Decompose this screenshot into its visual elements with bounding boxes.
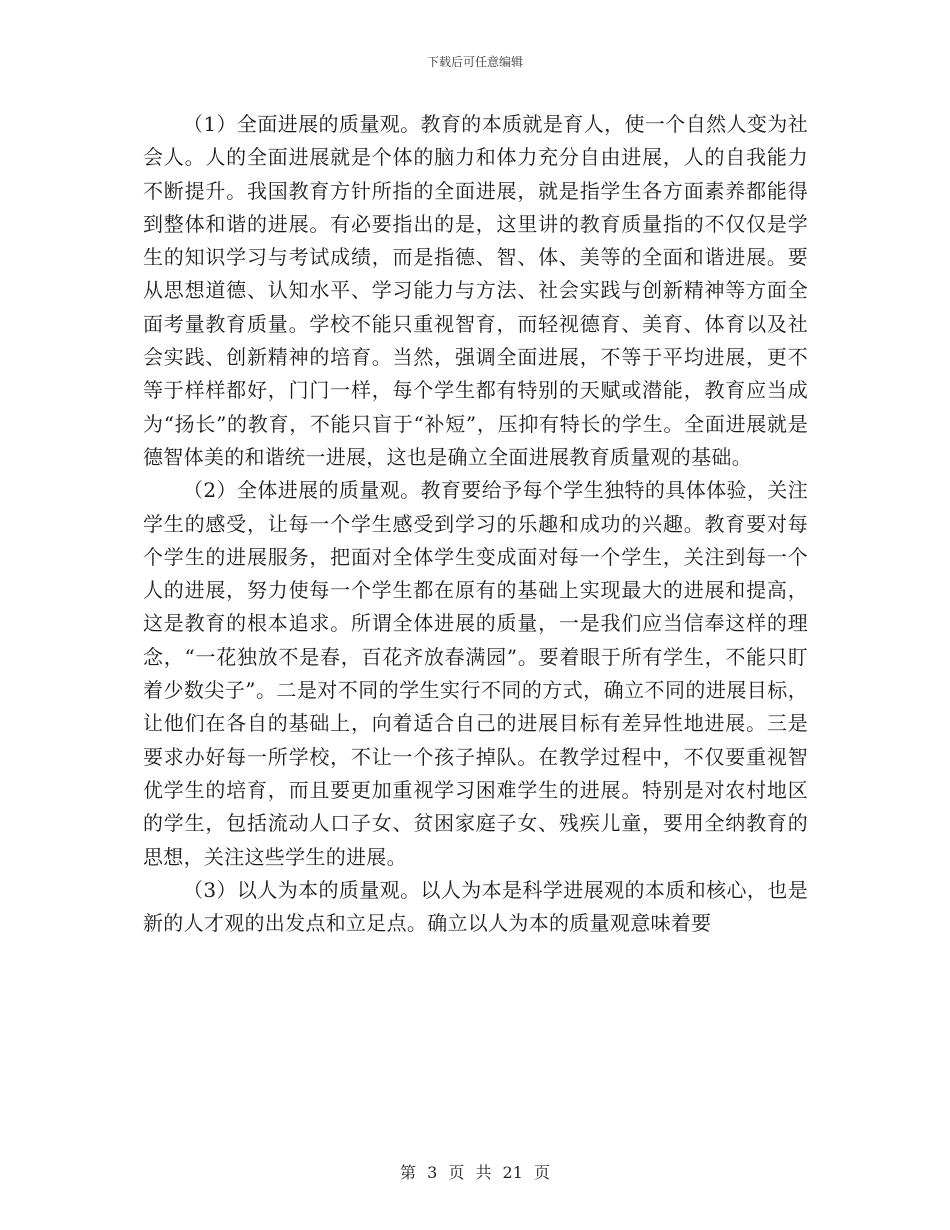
paragraph-3: （3）以人为本的质量观。以人为本是科学进展观的本质和核心，也是新的人才观的出发点和立足点。确立以人为本的质量观意味着要 [143,877,808,936]
page-footer: 第 3 页 共 21 页 [400,1163,550,1182]
paragraph-1: （1）全面进展的质量观。教育的本质就是育人，使一个自然人变为社会人。人的全面进展就是个体的脑力和体力充分自由进展，人的自我能力不断提升。我国教育方针所指的全面进展，就是指学生各方面素养都能得到整体和谐的进展。有必要指出的是，这里讲的教育质量指的不仅仅是学生的知识学习与考试成绩，而是指德、智、体、美等的全面和谐进展。要从思想道德、认知水平、学习能力与方法、社会实践与创新精神等方面全面考量教育质量。学校不能只重视智育，而轻视德育、美育、体育以及社会实践、创新精神的培育。当然，强调全面进展，不等于平均进展，更不等于样样都好，门门一样，每个学生都有特别的天赋或潜能，教育应当成为“扬长”的教育，不能只盲于“补短”，压抑有特长的学生。全面进展就是德智体美的和谐统一进展，这也是确立全面进展教育质量观的基础。 [143,112,808,469]
paragraph-2: （2）全体进展的质量观。教育要给予每个学生独特的具体体验，关注学生的感受，让每一个学生感受到学习的乐趣和成功的兴趣。教育要对每个学生的进展服务，把面对全体学生变成面对每一个学生，关注到每一个人的进展，努力使每一个学生都在原有的基础上实现最大的进展和提高，这是教育的根本追求。所谓全体进展的质量，一是我们应当信奉这样的理念，“一花独放不是春，百花齐放春满园”。要着眼于所有学生，不能只盯着少数尖子”。二是对不同的学生实行不同的方式，确立不同的进展目标，让他们在各自的基础上，向着适合自己的进展目标有差异性地进展。三是要求办好每一所学校，不让一个孩子掉队。在教学过程中，不仅要重视智优学生的培育，而且要更加重视学习困难学生的进展。特别是对农村地区的学生，包括流动人口子女、贫困家庭子女、残疾儿童，要用全纳教育的思想，关注这些学生的进展。 [143,478,808,869]
page-header: 下载后可任意编辑 [426,55,523,69]
document-body [143,108,808,940]
